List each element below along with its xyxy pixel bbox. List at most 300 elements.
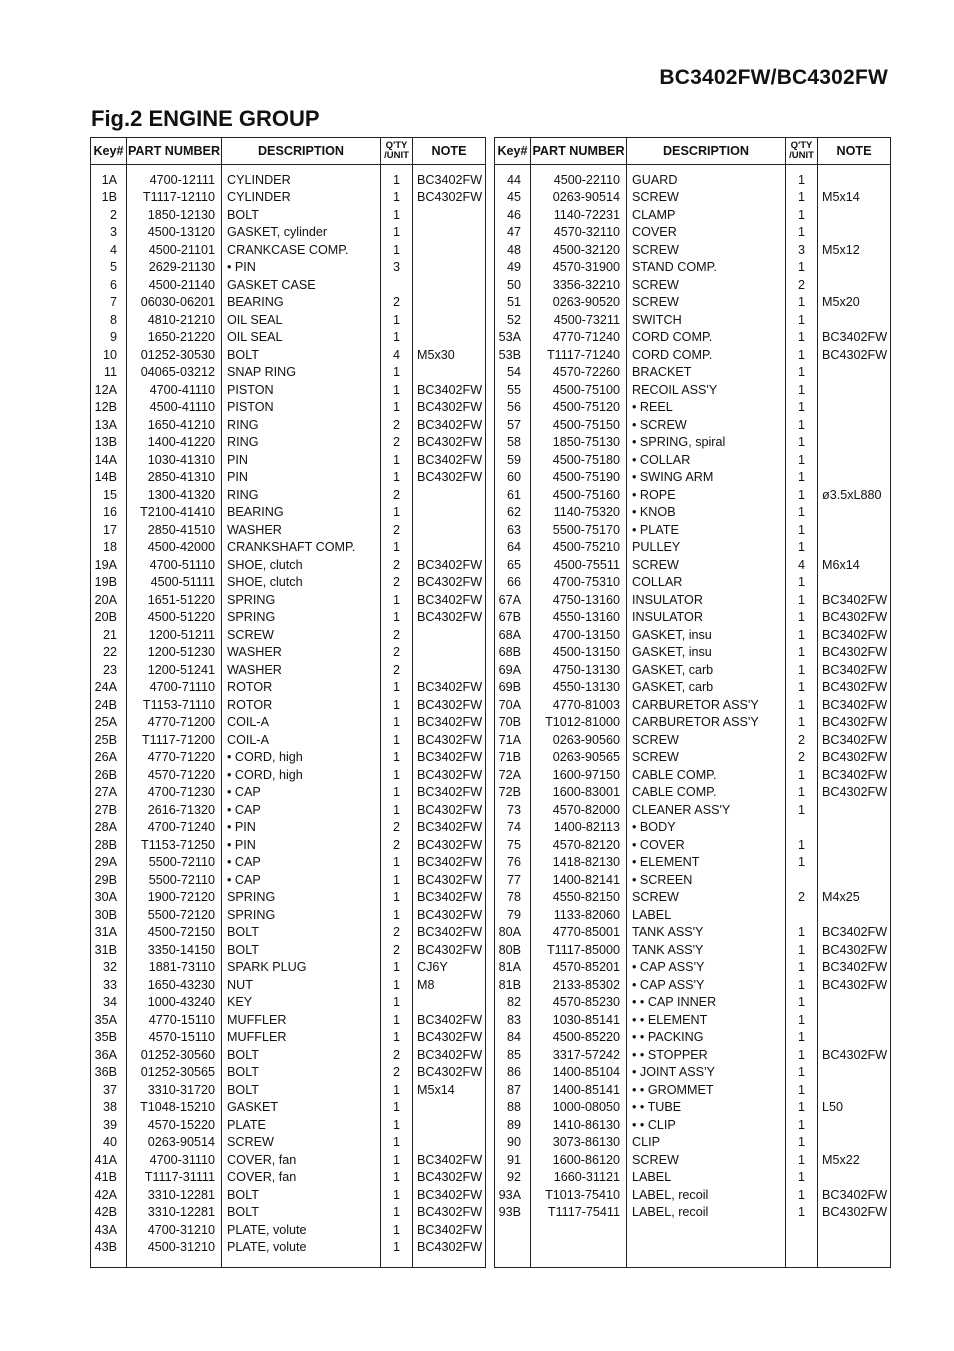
quantity-cell: 1 xyxy=(786,854,818,872)
note-cell: BC4302FW xyxy=(413,1029,486,1047)
key-cell: 38 xyxy=(91,1099,127,1117)
key-cell: 85 xyxy=(495,1046,531,1064)
part-number-cell: 1400-82113 xyxy=(531,819,627,837)
quantity-cell: 1 xyxy=(786,346,818,364)
key-cell: 25B xyxy=(91,731,127,749)
key-cell: 57 xyxy=(495,416,531,434)
key-cell: 53A xyxy=(495,329,531,347)
quantity-cell: 1 xyxy=(381,696,413,714)
quantity-cell: 1 xyxy=(381,714,413,732)
figure-title: Fig.2 ENGINE GROUP xyxy=(91,106,320,131)
table-row xyxy=(495,521,891,539)
table-row xyxy=(495,241,891,259)
table-row xyxy=(495,381,891,399)
table-row xyxy=(495,574,891,592)
part-number-cell: 4750-13160 xyxy=(531,591,627,609)
description-cell: BRACKET xyxy=(627,364,786,382)
part-number-cell: 4500-75190 xyxy=(531,469,627,487)
description-cell: CYLINDER xyxy=(222,165,381,189)
note-cell xyxy=(818,259,891,277)
note-cell: BC3402FW xyxy=(413,679,486,697)
note-cell: BC3402FW xyxy=(818,766,891,784)
quantity-cell: 1 xyxy=(381,1204,413,1222)
description-cell: GASKET, carb xyxy=(627,679,786,697)
note-cell xyxy=(818,854,891,872)
quantity-cell: 1 xyxy=(381,1134,413,1152)
note-cell: BC3402FW xyxy=(413,1186,486,1204)
quantity-cell: 2 xyxy=(381,836,413,854)
table-row xyxy=(495,679,891,697)
note-cell: BC3402FW xyxy=(413,889,486,907)
col-qty-header xyxy=(786,138,818,165)
note-cell: BC3402FW xyxy=(818,591,891,609)
key-cell: 80B xyxy=(495,941,531,959)
description-cell: SCREW xyxy=(222,626,381,644)
part-number-cell: 1000-08050 xyxy=(531,1099,627,1117)
note-cell: BC4302FW xyxy=(413,1204,486,1222)
note-cell: BC3402FW xyxy=(818,924,891,942)
note-cell: M5x30 xyxy=(413,346,486,364)
key-cell: 28B xyxy=(91,836,127,854)
part-number-cell: T1153-71250 xyxy=(127,836,222,854)
quantity-cell: 1 xyxy=(786,1186,818,1204)
quantity-cell: 1 xyxy=(381,189,413,207)
quantity-cell: 4 xyxy=(381,346,413,364)
description-cell: PLATE, volute xyxy=(222,1239,381,1257)
empty-cell xyxy=(786,1239,818,1257)
description-cell: CABLE COMP. xyxy=(627,784,786,802)
quantity-cell: 1 xyxy=(381,801,413,819)
description-cell: • • GROMMET xyxy=(627,1081,786,1099)
table-row xyxy=(91,574,486,592)
table-row xyxy=(495,784,891,802)
key-cell: 6 xyxy=(91,276,127,294)
part-number-cell: T1117-71200 xyxy=(127,731,222,749)
table-row xyxy=(495,766,891,784)
note-cell: BC3402FW xyxy=(413,714,486,732)
table-row xyxy=(91,1151,486,1169)
quantity-cell: 1 xyxy=(381,1029,413,1047)
quantity-cell: 1 xyxy=(786,165,818,189)
description-cell: SCREW xyxy=(627,189,786,207)
part-number-cell: 2850-41510 xyxy=(127,521,222,539)
description-cell: LABEL, recoil xyxy=(627,1186,786,1204)
description-cell: • • PACKING xyxy=(627,1029,786,1047)
table-row xyxy=(91,679,486,697)
part-number-cell: 4700-71230 xyxy=(127,784,222,802)
table-row xyxy=(495,259,891,277)
key-cell: 15 xyxy=(91,486,127,504)
qty-header-line1: Q'TY xyxy=(385,140,408,151)
quantity-cell: 2 xyxy=(381,434,413,452)
table-row xyxy=(91,591,486,609)
key-cell: 78 xyxy=(495,889,531,907)
key-cell: 53B xyxy=(495,346,531,364)
description-cell: SCREW xyxy=(627,556,786,574)
key-cell: 43B xyxy=(91,1239,127,1257)
table-row xyxy=(91,556,486,574)
description-cell: STAND COMP. xyxy=(627,259,786,277)
note-cell: BC4302FW xyxy=(413,609,486,627)
key-cell: 27B xyxy=(91,801,127,819)
description-cell: BOLT xyxy=(222,206,381,224)
col-desc-header: DESCRIPTION xyxy=(222,138,381,165)
table-row xyxy=(495,294,891,312)
table-row xyxy=(91,959,486,977)
quantity-cell: 1 xyxy=(381,976,413,994)
quantity-cell: 1 xyxy=(786,1134,818,1152)
key-cell: 86 xyxy=(495,1064,531,1082)
part-number-cell: T1117-31111 xyxy=(127,1169,222,1187)
table-row xyxy=(495,801,891,819)
description-cell: TANK ASS'Y xyxy=(627,941,786,959)
description-cell: BOLT xyxy=(222,346,381,364)
quantity-cell: 2 xyxy=(381,521,413,539)
spacer-cell xyxy=(91,1256,127,1268)
quantity-cell xyxy=(786,819,818,837)
key-cell: 12B xyxy=(91,399,127,417)
table-row xyxy=(495,959,891,977)
description-cell: SPRING xyxy=(222,609,381,627)
part-number-cell: 4570-82000 xyxy=(531,801,627,819)
quantity-cell: 1 xyxy=(381,731,413,749)
note-cell xyxy=(818,311,891,329)
note-cell: M5x22 xyxy=(818,1151,891,1169)
table-row xyxy=(91,836,486,854)
key-cell: 63 xyxy=(495,521,531,539)
note-cell xyxy=(818,819,891,837)
note-cell: BC3402FW xyxy=(413,556,486,574)
description-cell: COIL-A xyxy=(222,731,381,749)
table-row xyxy=(91,1116,486,1134)
part-number-cell: 1400-82141 xyxy=(531,871,627,889)
spacer-cell xyxy=(413,1256,486,1268)
key-cell: 87 xyxy=(495,1081,531,1099)
table-row xyxy=(91,364,486,382)
part-number-cell: 4500-51111 xyxy=(127,574,222,592)
part-number-cell: 01252-30565 xyxy=(127,1064,222,1082)
quantity-cell: 2 xyxy=(381,819,413,837)
model-heading: BC3402FW/BC4302FW xyxy=(659,66,888,89)
quantity-cell: 2 xyxy=(381,644,413,662)
table-bottom-spacer xyxy=(495,1256,891,1268)
key-cell: 32 xyxy=(91,959,127,977)
part-number-cell: 1300-41320 xyxy=(127,486,222,504)
note-cell: BC4302FW xyxy=(413,574,486,592)
quantity-cell: 1 xyxy=(786,451,818,469)
table-row xyxy=(91,626,486,644)
description-cell: BOLT xyxy=(222,1186,381,1204)
note-cell xyxy=(818,906,891,924)
parts-table-right-body xyxy=(495,165,891,1268)
table-row xyxy=(91,451,486,469)
description-cell: • SCREW xyxy=(627,416,786,434)
part-number-cell: 4770-71240 xyxy=(531,329,627,347)
part-number-cell: 4500-22110 xyxy=(531,165,627,189)
table-row xyxy=(91,346,486,364)
table-row xyxy=(91,1099,486,1117)
part-number-cell: 3356-32210 xyxy=(531,276,627,294)
quantity-cell: 1 xyxy=(381,591,413,609)
note-cell xyxy=(413,224,486,242)
note-cell xyxy=(413,1134,486,1152)
quantity-cell: 2 xyxy=(381,661,413,679)
description-cell: SHOE, clutch xyxy=(222,556,381,574)
key-cell: 81A xyxy=(495,959,531,977)
part-number-cell: 1030-85141 xyxy=(531,1011,627,1029)
empty-cell xyxy=(531,1239,627,1257)
description-cell: • CORD, high xyxy=(222,749,381,767)
empty-cell xyxy=(627,1221,786,1239)
quantity-cell: 2 xyxy=(381,924,413,942)
table-row xyxy=(495,1081,891,1099)
note-cell xyxy=(818,206,891,224)
table-row xyxy=(495,1029,891,1047)
table-row xyxy=(495,609,891,627)
key-cell: 16 xyxy=(91,504,127,522)
key-cell: 55 xyxy=(495,381,531,399)
part-number-cell: 1140-72231 xyxy=(531,206,627,224)
part-number-cell: 3310-31720 xyxy=(127,1081,222,1099)
description-cell: SCREW xyxy=(627,1151,786,1169)
table-row xyxy=(495,189,891,207)
note-cell xyxy=(413,1116,486,1134)
key-cell: 37 xyxy=(91,1081,127,1099)
table-row xyxy=(495,399,891,417)
quantity-cell: 1 xyxy=(381,854,413,872)
empty-cell xyxy=(786,1221,818,1239)
part-number-cell: 4500-75100 xyxy=(531,381,627,399)
part-number-cell: 1410-86130 xyxy=(531,1116,627,1134)
part-number-cell: 4770-71200 xyxy=(127,714,222,732)
key-cell: 88 xyxy=(495,1099,531,1117)
key-cell: 28A xyxy=(91,819,127,837)
part-number-cell: 4570-85230 xyxy=(531,994,627,1012)
note-cell xyxy=(818,504,891,522)
part-number-cell: 2133-85302 xyxy=(531,976,627,994)
quantity-cell: 1 xyxy=(381,451,413,469)
table-row xyxy=(495,889,891,907)
note-cell: BC3402FW xyxy=(413,1046,486,1064)
key-cell: 9 xyxy=(91,329,127,347)
quantity-cell: 2 xyxy=(381,294,413,312)
key-cell: 65 xyxy=(495,556,531,574)
description-cell: SCREW xyxy=(222,1134,381,1152)
col-note-header: NOTE xyxy=(818,138,891,165)
table-row xyxy=(91,644,486,662)
note-cell xyxy=(818,1064,891,1082)
table-row xyxy=(91,976,486,994)
table-row xyxy=(495,1204,891,1222)
note-cell xyxy=(413,294,486,312)
note-cell xyxy=(818,871,891,889)
table-row xyxy=(495,451,891,469)
part-number-cell: 5500-75170 xyxy=(531,521,627,539)
description-cell: MUFFLER xyxy=(222,1029,381,1047)
description-cell: BOLT xyxy=(222,924,381,942)
note-cell xyxy=(818,224,891,242)
quantity-cell: 2 xyxy=(786,889,818,907)
spacer-cell xyxy=(495,1256,531,1268)
key-cell: 69A xyxy=(495,661,531,679)
quantity-cell: 1 xyxy=(786,504,818,522)
table-row xyxy=(495,924,891,942)
note-cell: BC3402FW xyxy=(413,1221,486,1239)
table-row xyxy=(495,1011,891,1029)
description-cell: SCREW xyxy=(627,276,786,294)
quantity-cell: 1 xyxy=(381,311,413,329)
table-row xyxy=(91,434,486,452)
table-row xyxy=(495,276,891,294)
quantity-cell: 1 xyxy=(786,679,818,697)
note-cell: BC4302FW xyxy=(413,766,486,784)
key-cell: 29A xyxy=(91,854,127,872)
quantity-cell: 1 xyxy=(381,1099,413,1117)
note-cell: BC3402FW xyxy=(818,1186,891,1204)
note-cell: ø3.5xL880 xyxy=(818,486,891,504)
description-cell: CLEANER ASS'Y xyxy=(627,801,786,819)
description-cell: RING xyxy=(222,486,381,504)
table-row xyxy=(495,644,891,662)
note-cell: BC4302FW xyxy=(818,1046,891,1064)
note-cell: M5x14 xyxy=(818,189,891,207)
quantity-cell: 1 xyxy=(381,504,413,522)
quantity-cell: 1 xyxy=(381,1186,413,1204)
note-cell xyxy=(818,1134,891,1152)
spacer-cell xyxy=(222,1256,381,1268)
part-number-cell: 4550-13160 xyxy=(531,609,627,627)
part-number-cell: 1600-83001 xyxy=(531,784,627,802)
empty-cell xyxy=(818,1239,891,1257)
table-row xyxy=(91,1134,486,1152)
part-number-cell: 1140-75320 xyxy=(531,504,627,522)
table-row xyxy=(495,976,891,994)
quantity-cell: 1 xyxy=(786,1116,818,1134)
key-cell: 91 xyxy=(495,1151,531,1169)
table-row xyxy=(495,626,891,644)
part-number-cell: 1660-31121 xyxy=(531,1169,627,1187)
part-number-cell: 2850-41310 xyxy=(127,469,222,487)
quantity-cell: 1 xyxy=(786,1151,818,1169)
key-cell: 79 xyxy=(495,906,531,924)
table-row xyxy=(495,871,891,889)
description-cell: CARBURETOR ASS'Y xyxy=(627,696,786,714)
parts-table-left-body xyxy=(91,165,486,1268)
quantity-cell: 1 xyxy=(786,1169,818,1187)
quantity-cell xyxy=(381,276,413,294)
key-cell: 60 xyxy=(495,469,531,487)
description-cell: SPRING xyxy=(222,889,381,907)
description-cell: BOLT xyxy=(222,1081,381,1099)
part-number-cell: 01252-30530 xyxy=(127,346,222,364)
part-number-cell: T2100-41410 xyxy=(127,504,222,522)
part-number-cell: 1418-82130 xyxy=(531,854,627,872)
quantity-cell: 1 xyxy=(786,661,818,679)
part-number-cell: 5500-72110 xyxy=(127,854,222,872)
key-cell: 26B xyxy=(91,766,127,784)
note-cell: BC4302FW xyxy=(413,1064,486,1082)
part-number-cell: 4700-51110 xyxy=(127,556,222,574)
table-row xyxy=(495,165,891,189)
quantity-cell: 1 xyxy=(381,469,413,487)
key-cell: 33 xyxy=(91,976,127,994)
part-number-cell: 1400-41220 xyxy=(127,434,222,452)
part-number-cell: 4570-15110 xyxy=(127,1029,222,1047)
part-number-cell: 1030-41310 xyxy=(127,451,222,469)
key-cell: 66 xyxy=(495,574,531,592)
quantity-cell: 1 xyxy=(786,784,818,802)
description-cell: CORD COMP. xyxy=(627,329,786,347)
note-cell xyxy=(818,399,891,417)
table-row xyxy=(91,1204,486,1222)
description-cell: • CAP xyxy=(222,854,381,872)
key-cell: 56 xyxy=(495,399,531,417)
note-cell: BC3402FW xyxy=(413,854,486,872)
part-number-cell: 4500-21140 xyxy=(127,276,222,294)
note-cell: BC4302FW xyxy=(413,941,486,959)
description-cell: • ELEMENT xyxy=(627,854,786,872)
key-cell: 43A xyxy=(91,1221,127,1239)
empty-cell xyxy=(531,1221,627,1239)
part-number-cell: 4500-51220 xyxy=(127,609,222,627)
quantity-cell: 1 xyxy=(786,994,818,1012)
description-cell: SCREW xyxy=(627,294,786,312)
quantity-cell: 1 xyxy=(786,521,818,539)
key-cell: 45 xyxy=(495,189,531,207)
description-cell: MUFFLER xyxy=(222,1011,381,1029)
description-cell: • CORD, high xyxy=(222,766,381,784)
key-cell: 51 xyxy=(495,294,531,312)
table-row xyxy=(91,1221,486,1239)
description-cell: • PIN xyxy=(222,836,381,854)
note-cell: BC4302FW xyxy=(818,609,891,627)
description-cell: LABEL xyxy=(627,906,786,924)
key-cell: 77 xyxy=(495,871,531,889)
description-cell: SPRING xyxy=(222,591,381,609)
quantity-cell: 1 xyxy=(381,1221,413,1239)
note-cell: BC3402FW xyxy=(818,959,891,977)
quantity-cell: 1 xyxy=(381,241,413,259)
key-cell: 40 xyxy=(91,1134,127,1152)
quantity-cell: 1 xyxy=(786,1099,818,1117)
description-cell: PIN xyxy=(222,469,381,487)
quantity-cell: 1 xyxy=(381,889,413,907)
quantity-cell: 2 xyxy=(381,1064,413,1082)
part-number-cell: 4500-41110 xyxy=(127,399,222,417)
part-number-cell: 4810-21210 xyxy=(127,311,222,329)
key-cell: 24B xyxy=(91,696,127,714)
table-row xyxy=(91,1081,486,1099)
description-cell: SHOE, clutch xyxy=(222,574,381,592)
part-number-cell: 4700-71240 xyxy=(127,819,222,837)
key-cell: 42A xyxy=(91,1186,127,1204)
quantity-cell: 1 xyxy=(786,399,818,417)
key-cell: 74 xyxy=(495,819,531,837)
quantity-cell: 1 xyxy=(786,1081,818,1099)
key-cell: 14A xyxy=(91,451,127,469)
table-row xyxy=(495,416,891,434)
table-row xyxy=(91,784,486,802)
quantity-cell: 1 xyxy=(786,469,818,487)
description-cell: PLATE, volute xyxy=(222,1221,381,1239)
part-number-cell: 4500-42000 xyxy=(127,539,222,557)
table-row xyxy=(91,924,486,942)
description-cell: COVER, fan xyxy=(222,1151,381,1169)
quantity-cell: 1 xyxy=(786,224,818,242)
quantity-cell: 1 xyxy=(381,1081,413,1099)
table-row xyxy=(91,1046,486,1064)
note-cell: BC4302FW xyxy=(818,1204,891,1222)
